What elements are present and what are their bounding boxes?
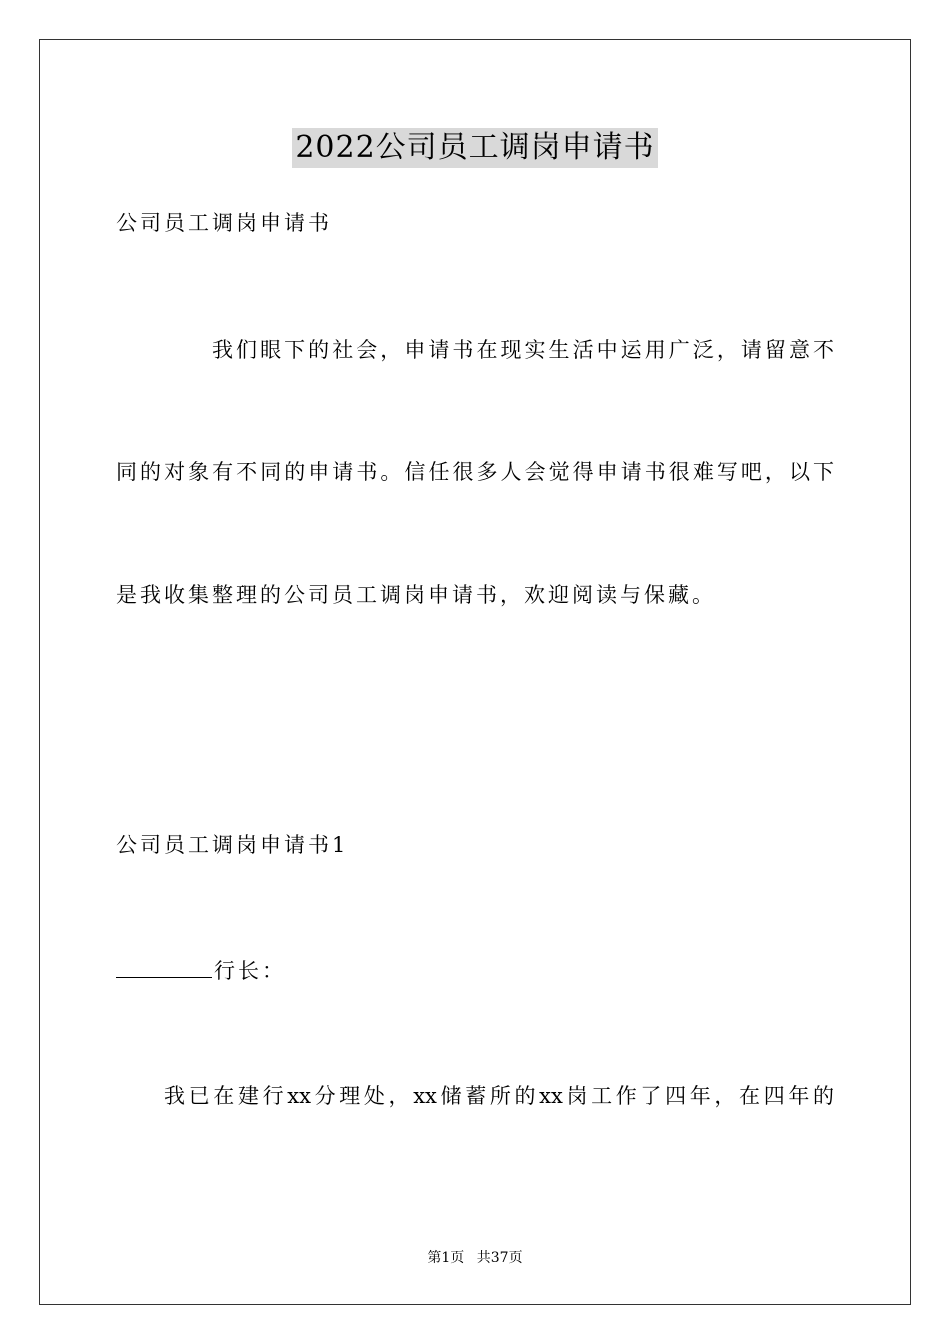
salutation-text: 行长： bbox=[214, 959, 286, 983]
section-heading: 公司员工调岗申请书1 bbox=[116, 833, 349, 857]
intro-line-1: 我们眼下的社会，申请书在现实生活中运用广泛，请留意不 bbox=[212, 338, 834, 362]
body-line-1: 我已在建行xx分理处，xx储蓄所的xx岗工作了四年，在四年的 bbox=[164, 1084, 834, 1108]
document-title-text: 2022公司员工调岗申请书 bbox=[292, 128, 657, 168]
name-blank bbox=[116, 955, 212, 978]
total-pages: 共37页 bbox=[476, 1250, 523, 1266]
intro-line-2: 同的对象有不同的申请书。信任很多人会觉得申请书很难写吧，以下 bbox=[116, 460, 834, 484]
page-number: 第1页 bbox=[427, 1250, 465, 1266]
intro-line-3: 是我收集整理的公司员工调岗申请书，欢迎阅读与保藏。 bbox=[116, 583, 716, 607]
page-footer bbox=[0, 1248, 950, 1268]
salutation-line bbox=[116, 955, 286, 986]
document-subtitle: 公司员工调岗申请书 bbox=[116, 211, 332, 235]
document-title bbox=[0, 128, 950, 168]
